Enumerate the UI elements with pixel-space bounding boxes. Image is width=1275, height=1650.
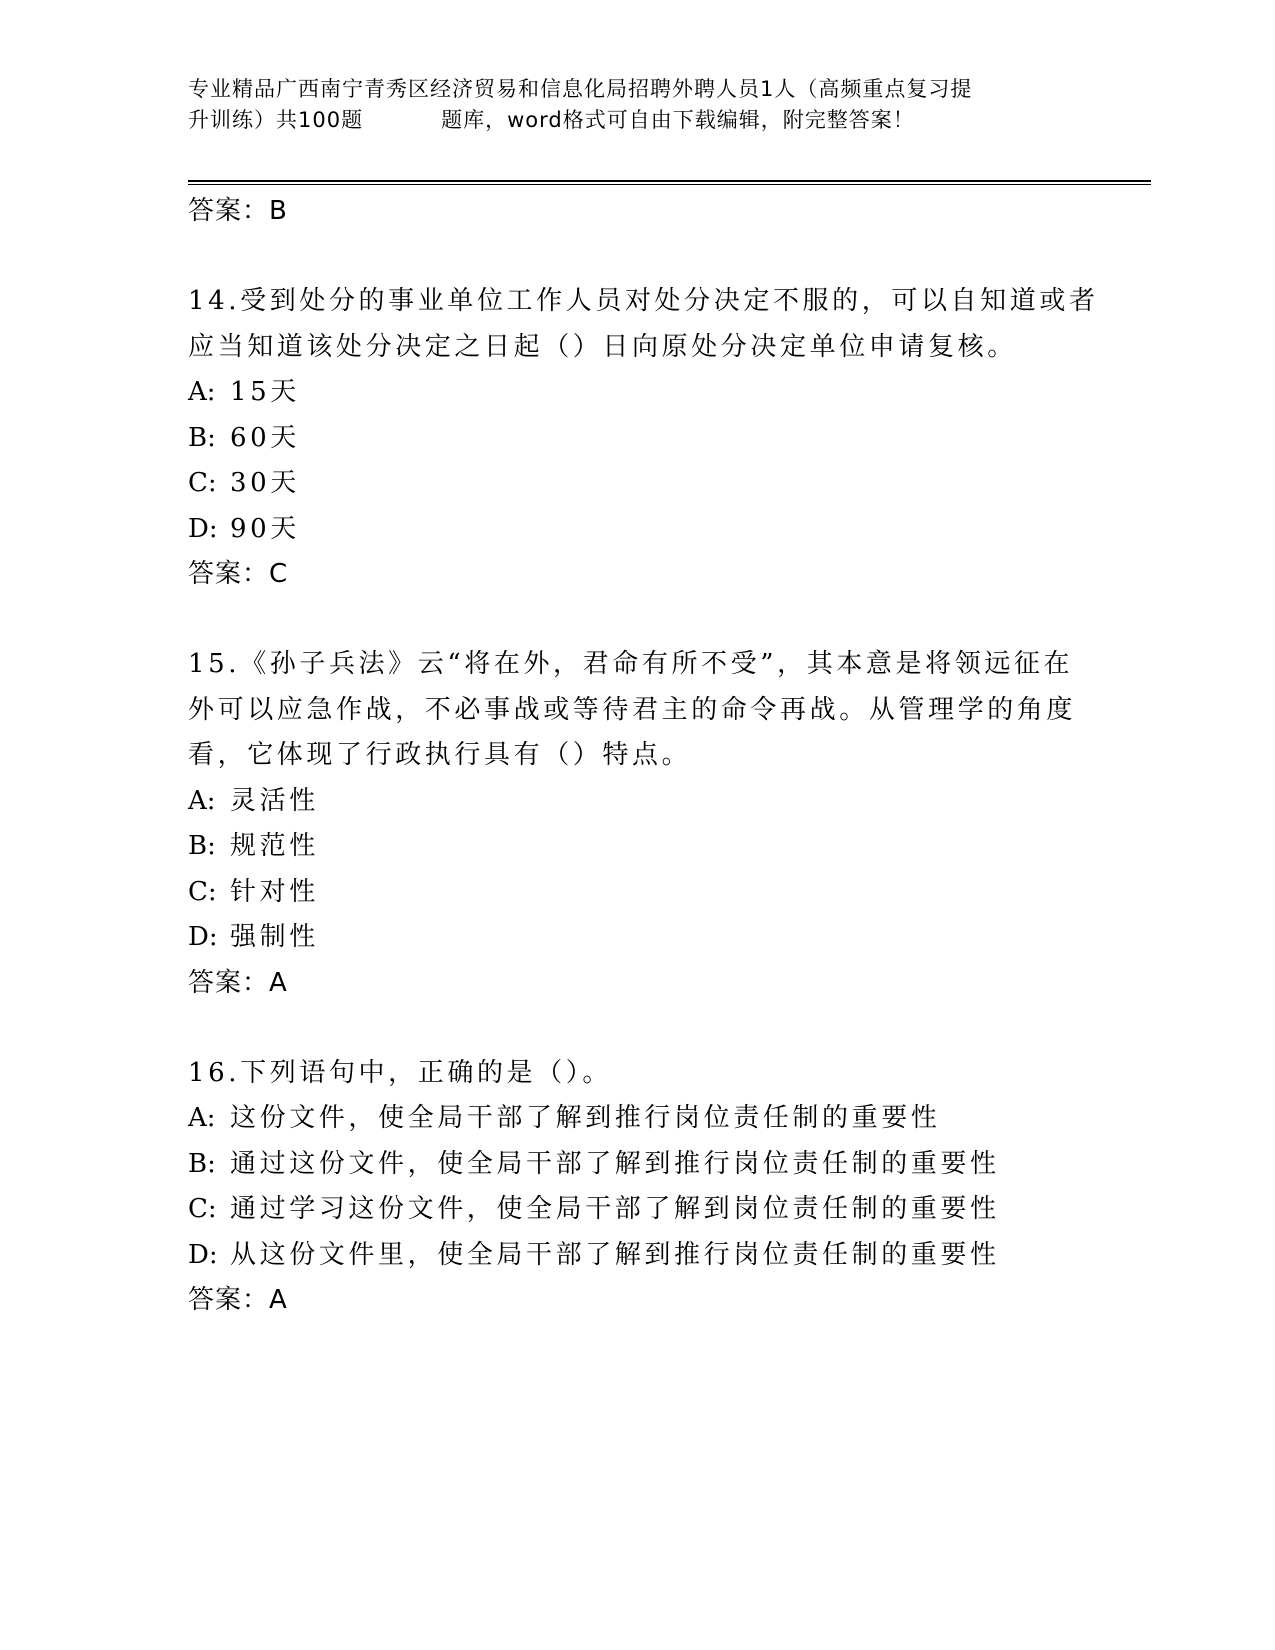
option-key: C:	[188, 876, 217, 907]
question-line: 15.《孙子兵法》云“将在外，君命有所不受”，其本意是将领远征在	[188, 649, 1074, 679]
option-key: B:	[188, 831, 216, 861]
answer-prev: 答案：B	[188, 196, 288, 226]
option-key: D:	[188, 513, 218, 544]
option-d	[188, 1233, 1088, 1279]
question-line: 应当知道该处分决定之日起（）日向原处分决定单位申请复核。	[188, 331, 1017, 362]
option-text: 强制性	[230, 922, 319, 952]
spacer	[188, 597, 1088, 642]
option-text: 30天	[230, 468, 300, 498]
option-a	[188, 1096, 1088, 1142]
answer-15: 答案：A	[188, 967, 288, 998]
option-a	[188, 779, 1088, 825]
option-text: 通过这份文件，使全局干部了解到推行岗位责任制的重要性	[230, 1148, 1000, 1179]
question-stem	[188, 279, 1099, 370]
header-title-line-1: 专业精品广西南宁青秀区经济贸易和信息化局招聘外聘人员1人（高频重点复习提	[188, 77, 973, 101]
option-key: A:	[188, 377, 216, 407]
header-divider	[188, 180, 1151, 185]
option-key: C:	[188, 1194, 217, 1224]
option-text: 灵活性	[230, 785, 319, 816]
option-d	[188, 915, 1088, 961]
document-body	[188, 189, 1099, 1323]
question-line: 看，它体现了行政执行具有（）特点。	[188, 740, 692, 770]
question-15	[188, 642, 1088, 1006]
option-key: A:	[188, 785, 216, 816]
option-text: 从这份文件里，使全局干部了解到推行岗位责任制的重要性	[230, 1239, 1000, 1270]
option-b	[188, 824, 1088, 870]
option-key: B:	[188, 1148, 216, 1179]
answer-14: 答案：C	[188, 559, 289, 589]
question-stem	[188, 1051, 1088, 1097]
option-a	[188, 370, 1088, 416]
option-c	[188, 1187, 1088, 1233]
option-key: D:	[188, 1239, 218, 1270]
question-14	[188, 279, 1099, 597]
option-text: 90天	[230, 513, 300, 544]
option-text: 15天	[230, 377, 300, 407]
page-header	[188, 74, 1088, 136]
option-c	[188, 461, 1088, 507]
option-key: D:	[188, 922, 218, 952]
option-text: 针对性	[230, 876, 319, 907]
question-line: 外可以应急作战，不必事战或等待君主的命令再战。从管理学的角度	[188, 694, 1077, 725]
option-text: 60天	[230, 422, 300, 453]
question-line: 14.受到处分的事业单位工作人员对处分决定不服的，可以自知道或者	[188, 286, 1099, 316]
answer-16: 答案：A	[188, 1285, 288, 1315]
option-key: C:	[188, 468, 217, 498]
option-text: 这份文件，使全局干部了解到推行岗位责任制的重要性	[230, 1103, 941, 1133]
option-key: A:	[188, 1103, 216, 1133]
spacer	[188, 1006, 1088, 1051]
option-text: 通过学习这份文件，使全局干部了解到岗位责任制的重要性	[230, 1194, 1000, 1224]
option-b	[188, 416, 1088, 462]
question-16	[188, 1051, 1088, 1324]
option-d	[188, 507, 1088, 553]
header-title-right: 题库，word格式可自由下载编辑，附完整答案！	[441, 108, 915, 132]
question-line: 16.下列语句中，正确的是（）。	[188, 1057, 612, 1088]
header-title-left: 升训练）共100题	[188, 108, 364, 132]
question-stem	[188, 642, 1088, 779]
option-key: B:	[188, 422, 216, 453]
option-text: 规范性	[230, 831, 319, 861]
option-b	[188, 1142, 1088, 1188]
option-c	[188, 870, 1088, 916]
header-title-line-2	[188, 105, 1088, 136]
spacer	[188, 234, 1088, 279]
